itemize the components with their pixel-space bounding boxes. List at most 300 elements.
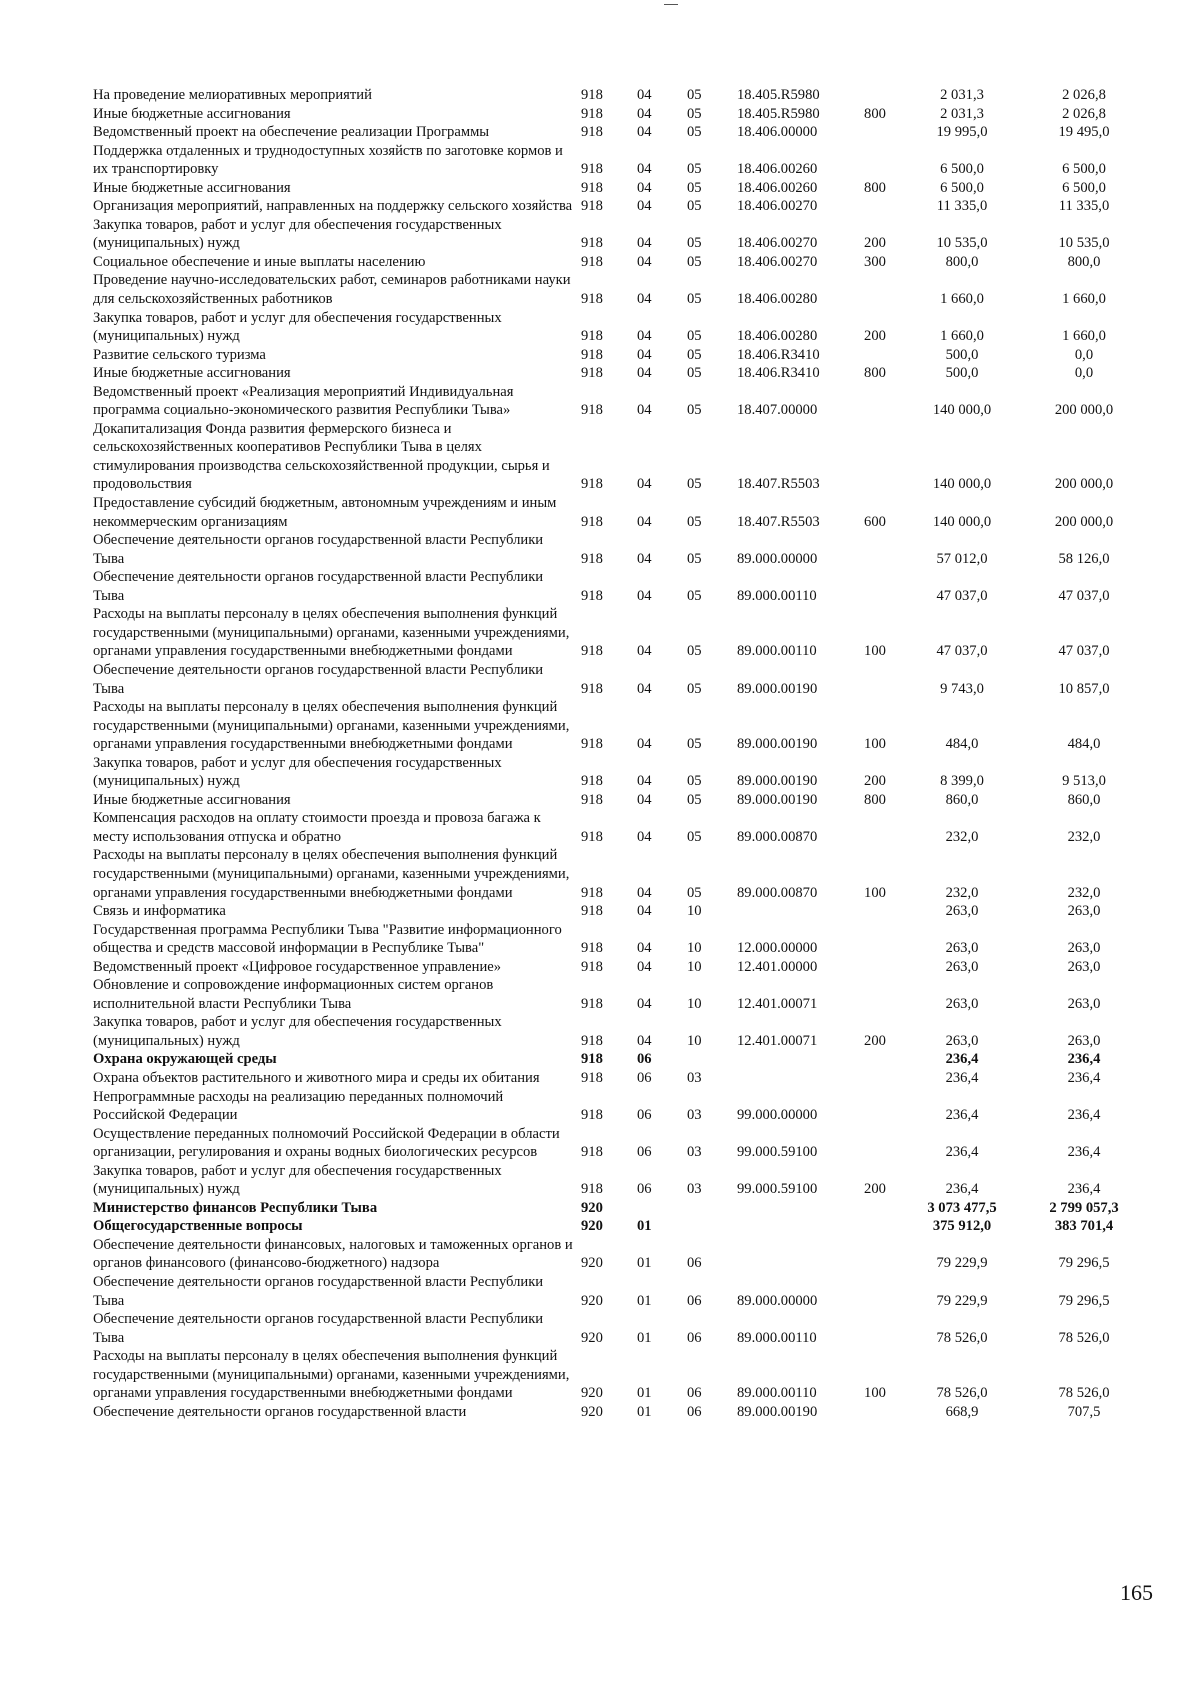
target-article-code: 89.000.00000 [737, 550, 818, 567]
table-row [93, 253, 1143, 272]
row-name: Осуществление переданных полномочий Российской Федерации в области организации, регулирования и охраны водных биологических ресурсов [93, 1125, 560, 1161]
section-code: 04 [637, 587, 652, 604]
grbs-code: 918 [581, 328, 603, 345]
subsection-code: 05 [687, 643, 702, 660]
expense-type-code [851, 1236, 899, 1273]
subsection-code: 05 [687, 105, 702, 122]
target-article-code: 89.000.00000 [737, 1292, 818, 1309]
amount-year-1: 2 031,3 [940, 87, 984, 103]
amount-year-1: 10 535,0 [936, 235, 988, 252]
section-code: 01 [637, 1218, 652, 1235]
section-code: 01 [637, 1255, 652, 1272]
table-row [93, 1236, 1143, 1273]
amount-year-1: 11 335,0 [936, 198, 988, 215]
expense-type-code [851, 142, 899, 179]
section-code: 06 [637, 1181, 652, 1198]
target-article-code: 12.000.00000 [737, 940, 818, 957]
table-row [93, 383, 1143, 420]
row-name: Ведомственный проект на обеспечение реализации Программы [93, 124, 490, 141]
expense-type-code [851, 809, 899, 846]
table-row [93, 1050, 1143, 1069]
row-name: Иные бюджетные ассигнования [93, 179, 291, 196]
grbs-code: 918 [581, 1051, 603, 1068]
expense-type-code: 100 [864, 643, 886, 660]
subsection-code: 05 [687, 773, 702, 790]
expense-type-code [851, 1088, 899, 1125]
expense-type-code: 200 [864, 1032, 886, 1049]
table-row [93, 197, 1143, 216]
amount-year-1: 236,4 [945, 1181, 979, 1198]
section-code: 04 [637, 643, 652, 660]
subsection-code: 10 [687, 903, 702, 920]
amount-year-1: 232,0 [945, 828, 979, 845]
subsection-code: 05 [687, 161, 702, 178]
row-name: Ведомственный проект «Реализация мероприятий Индивидуальная программа социально-экономического развития Республики Тыва» [93, 383, 514, 419]
grbs-code: 918 [581, 476, 603, 493]
grbs-code: 918 [581, 828, 603, 845]
grbs-code: 920 [581, 1255, 603, 1272]
expense-type-code [851, 568, 899, 605]
section-code: 04 [637, 736, 652, 753]
grbs-code: 918 [581, 365, 603, 382]
section-code: 06 [637, 1144, 652, 1161]
grbs-code: 918 [581, 235, 603, 252]
grbs-code: 918 [581, 773, 603, 790]
amount-year-2: 232,0 [1067, 884, 1101, 901]
amount-year-2: 383 701,4 [1054, 1218, 1114, 1235]
subsection-code: 05 [687, 550, 702, 567]
grbs-code: 918 [581, 291, 603, 308]
table-row [93, 1199, 1143, 1218]
grbs-code: 918 [581, 587, 603, 604]
expense-type-code [851, 902, 899, 921]
grbs-code: 918 [581, 903, 603, 920]
row-name: Государственная программа Республики Тыва "Развитие информационного общества и средств массовой информации в Республике Тыва" [93, 921, 562, 957]
amount-year-1: 860,0 [945, 791, 979, 808]
amount-year-2: 78 526,0 [1058, 1385, 1110, 1402]
target-article-code: 89.000.00110 [737, 1385, 817, 1402]
table-row [93, 86, 1143, 105]
subsection-code: 03 [687, 1144, 702, 1161]
subsection-code: 06 [687, 1403, 702, 1420]
section-code: 04 [637, 87, 652, 103]
amount-year-2: 236,4 [1067, 1051, 1101, 1068]
row-name: Непрограммные расходы на реализацию переданных полномочий Российской Федерации [93, 1088, 504, 1124]
amount-year-2: 9 513,0 [1062, 773, 1106, 790]
grbs-code: 918 [581, 550, 603, 567]
row-name: Обновление и сопровождение информационных систем органов исполнительной власти Республики Тыва [93, 977, 494, 1012]
row-name: Обеспечение деятельности органов государственной власти Республики Тыва [93, 569, 544, 604]
subsection-code: 05 [687, 791, 702, 808]
grbs-code: 920 [581, 1218, 603, 1235]
section-code: 06 [637, 1069, 652, 1086]
target-article-code [733, 1217, 851, 1236]
row-name: На проведение мелиоративных мероприятий [93, 87, 372, 103]
target-article-code: 18.406.R3410 [737, 346, 820, 363]
table-row [93, 216, 1143, 253]
amount-year-2: 6 500,0 [1062, 179, 1106, 196]
amount-year-1: 668,9 [945, 1403, 979, 1420]
subsection-code: 05 [687, 124, 702, 141]
amount-year-1: 19 995,0 [936, 124, 988, 141]
expense-type-code [851, 346, 899, 365]
amount-year-2: 2 026,8 [1062, 105, 1106, 122]
amount-year-2: 10 857,0 [1058, 680, 1110, 697]
amount-year-2: 236,4 [1067, 1181, 1101, 1198]
target-article-code: 18.407.R5503 [737, 513, 820, 530]
row-name: Предоставление субсидий бюджетным, автономным учреждениям и иным некоммерческим организациям [93, 495, 557, 530]
target-article-code: 12.401.00071 [737, 1032, 818, 1049]
row-name: Расходы на выплаты персоналу в целях обеспечения выполнения функций государственными (муниципальными) органами, казенными учреждениями, органами управления государственными внебюджетными фондами [93, 606, 570, 660]
amount-year-2: 10 535,0 [1058, 235, 1110, 252]
amount-year-2: 78 526,0 [1058, 1329, 1110, 1346]
section-code: 04 [637, 253, 652, 270]
grbs-code: 918 [581, 1144, 603, 1161]
target-article-code: 18.406.R3410 [737, 365, 820, 382]
amount-year-2: 79 296,5 [1058, 1255, 1110, 1272]
expense-type-code: 800 [864, 105, 886, 122]
amount-year-2: 263,0 [1067, 940, 1101, 957]
section-code: 04 [637, 291, 652, 308]
amount-year-1: 6 500,0 [940, 179, 984, 196]
target-article-code: 99.000.59100 [737, 1181, 818, 1198]
subsection-code: 06 [687, 1329, 702, 1346]
subsection-code: 05 [687, 291, 702, 308]
section-code: 04 [637, 105, 652, 122]
table-row [93, 420, 1143, 494]
subsection-code: 05 [687, 346, 702, 363]
section-code: 04 [637, 1032, 652, 1049]
target-article-code: 89.000.00110 [737, 643, 817, 660]
expense-type-code [851, 921, 899, 958]
target-article-code: 99.000.59100 [737, 1144, 818, 1161]
section-code: 04 [637, 161, 652, 178]
amount-year-1: 236,4 [945, 1144, 979, 1161]
target-article-code: 89.000.00870 [737, 884, 818, 901]
target-article-code: 18.406.00260 [737, 161, 818, 178]
amount-year-2: 1 660,0 [1062, 291, 1106, 308]
amount-year-1: 1 660,0 [940, 328, 984, 345]
table-row [93, 494, 1143, 531]
subsection-code: 05 [687, 680, 702, 697]
grbs-code: 918 [581, 179, 603, 196]
amount-year-1: 1 660,0 [940, 291, 984, 308]
expense-type-code [851, 1069, 899, 1088]
section-code: 04 [637, 402, 652, 419]
target-article-code: 89.000.00190 [737, 680, 818, 697]
amount-year-2: 236,4 [1067, 1069, 1101, 1086]
row-name: Охрана окружающей среды [93, 1051, 277, 1068]
row-name: Социальное обеспечение и иные выплаты населению [93, 253, 426, 270]
amount-year-1: 78 526,0 [936, 1329, 988, 1346]
amount-year-1: 3 073 477,5 [927, 1199, 997, 1216]
amount-year-2: 2 026,8 [1062, 87, 1106, 103]
target-article-code: 12.401.00071 [737, 995, 818, 1012]
section-code: 04 [637, 791, 652, 808]
table-row [93, 123, 1143, 142]
amount-year-2: 0,0 [1074, 365, 1094, 382]
page-number: 165 [1120, 1580, 1153, 1605]
subsection-code: 10 [687, 958, 702, 975]
table-row [93, 698, 1143, 754]
section-code: 04 [637, 884, 652, 901]
grbs-code: 920 [581, 1329, 603, 1346]
amount-year-1: 57 012,0 [936, 550, 988, 567]
amount-year-2: 707,5 [1067, 1403, 1101, 1420]
section-code: 04 [637, 958, 652, 975]
row-name: Обеспечение деятельности органов государственной власти Республики Тыва [93, 1311, 544, 1346]
subsection-code: 03 [687, 1181, 702, 1198]
expense-type-code [851, 420, 899, 494]
amount-year-2: 11 335,0 [1058, 198, 1110, 215]
target-article-code: 18.406.00000 [737, 124, 818, 141]
table-row [93, 809, 1143, 846]
grbs-code: 918 [581, 513, 603, 530]
subsection-code: 06 [687, 1255, 702, 1272]
grbs-code: 918 [581, 253, 603, 270]
amount-year-2: 2 799 057,3 [1049, 1199, 1119, 1216]
row-name: Закупка товаров, работ и услуг для обеспечения государственных (муниципальных) нужд [93, 1014, 502, 1049]
expense-type-code [851, 1217, 899, 1236]
amount-year-1: 232,0 [945, 884, 979, 901]
section-code: 04 [637, 773, 652, 790]
target-article-code: 89.000.00190 [737, 791, 818, 808]
section-code: 04 [637, 995, 652, 1012]
row-name: Охрана объектов растительного и животного мира и среды их обитания [93, 1069, 540, 1086]
subsection-code: 05 [687, 253, 702, 270]
section-code: 01 [637, 1292, 652, 1309]
target-article-code [733, 1069, 851, 1088]
row-name: Обеспечение деятельности органов государственной власти Республики Тыва [93, 661, 544, 697]
grbs-code: 920 [581, 1292, 603, 1309]
row-name: Компенсация расходов на оплату стоимости проезда и провоза багажа к месту использования отпуска и обратно [93, 810, 541, 845]
expense-type-code [851, 1125, 899, 1162]
grbs-code: 918 [581, 346, 603, 363]
row-name: Развитие сельского туризма [93, 346, 266, 363]
section-code: 04 [637, 513, 652, 530]
row-name: Иные бюджетные ассигнования [93, 105, 291, 122]
expense-type-code: 300 [864, 253, 886, 270]
table-row [93, 605, 1143, 661]
target-article-code: 18.406.00280 [737, 328, 818, 345]
target-article-code: 89.000.00110 [737, 1329, 817, 1346]
table-row [93, 568, 1143, 605]
budget-rows [93, 86, 1143, 1421]
row-name: Иные бюджетные ассигнования [93, 791, 291, 808]
amount-year-2: 200 000,0 [1054, 402, 1114, 419]
table-row [93, 1088, 1143, 1125]
target-article-code: 12.401.00000 [737, 958, 818, 975]
amount-year-2: 200 000,0 [1054, 476, 1114, 493]
expense-type-code: 200 [864, 773, 886, 790]
grbs-code: 918 [581, 643, 603, 660]
row-name: Министерство финансов Республики Тыва [93, 1199, 378, 1216]
grbs-code: 918 [581, 791, 603, 808]
expense-type-code [851, 1199, 899, 1218]
grbs-code: 918 [581, 402, 603, 419]
grbs-code: 920 [581, 1403, 603, 1420]
row-name: Организация мероприятий, направленных на поддержку сельского хозяйства [93, 198, 573, 215]
section-code: 01 [637, 1329, 652, 1346]
subsection-code [683, 1199, 733, 1218]
section-code [633, 1199, 683, 1218]
table-row [93, 309, 1143, 346]
row-name: Связь и информатика [93, 903, 226, 920]
subsection-code: 05 [687, 365, 702, 382]
target-article-code: 18.406.00270 [737, 198, 818, 215]
expense-type-code [851, 383, 899, 420]
row-name: Закупка товаров, работ и услуг для обеспечения государственных (муниципальных) нужд [93, 1162, 502, 1198]
subsection-code [683, 1050, 733, 1069]
grbs-code: 918 [581, 958, 603, 975]
row-name: Обеспечение деятельности органов государственной власти Республики Тыва [93, 1274, 544, 1309]
amount-year-2: 47 037,0 [1058, 643, 1110, 660]
target-article-code: 18.405.R5980 [737, 87, 820, 103]
grbs-code: 918 [581, 680, 603, 697]
section-code: 04 [637, 476, 652, 493]
table-row [93, 1125, 1143, 1162]
amount-year-1: 2 031,3 [940, 105, 984, 122]
table-row [93, 846, 1143, 902]
grbs-code: 918 [581, 105, 603, 122]
grbs-code: 918 [581, 1032, 603, 1049]
subsection-code: 05 [687, 328, 702, 345]
target-article-code: 18.407.00000 [737, 402, 818, 419]
scan-mark [664, 4, 678, 5]
amount-year-2: 263,0 [1067, 995, 1101, 1012]
table-row [93, 1069, 1143, 1088]
amount-year-1: 140 000,0 [932, 513, 992, 530]
expense-type-code [851, 531, 899, 568]
expense-type-code: 800 [864, 791, 886, 808]
amount-year-1: 500,0 [945, 346, 979, 363]
subsection-code: 05 [687, 235, 702, 252]
amount-year-2: 860,0 [1067, 791, 1101, 808]
row-name: Ведомственный проект «Цифровое государственное управление» [93, 958, 502, 975]
section-code: 04 [637, 365, 652, 382]
amount-year-2: 19 495,0 [1058, 124, 1110, 141]
table-row [93, 921, 1143, 958]
subsection-code: 10 [687, 1032, 702, 1049]
amount-year-2: 263,0 [1067, 903, 1101, 920]
section-code: 06 [637, 1051, 652, 1068]
section-code: 01 [637, 1403, 652, 1420]
amount-year-1: 47 037,0 [936, 587, 988, 604]
table-row [93, 1013, 1143, 1050]
expense-type-code: 800 [864, 365, 886, 382]
expense-type-code [851, 86, 899, 105]
expense-type-code [851, 197, 899, 216]
subsection-code: 05 [687, 87, 702, 103]
target-article-code: 89.000.00190 [737, 1403, 818, 1420]
table-row [93, 531, 1143, 568]
grbs-code: 918 [581, 1069, 603, 1086]
expense-type-code: 600 [864, 513, 886, 530]
target-article-code [733, 1236, 851, 1273]
grbs-code: 918 [581, 198, 603, 215]
target-article-code [733, 902, 851, 921]
section-code: 04 [637, 328, 652, 345]
subsection-code: 06 [687, 1292, 702, 1309]
table-row [93, 791, 1143, 810]
grbs-code: 918 [581, 161, 603, 178]
section-code: 04 [637, 940, 652, 957]
grbs-code: 918 [581, 124, 603, 141]
subsection-code: 05 [687, 513, 702, 530]
row-name: Закупка товаров, работ и услуг для обеспечения государственных (муниципальных) нужд [93, 754, 502, 790]
amount-year-2: 236,4 [1067, 1107, 1101, 1124]
grbs-code: 918 [581, 1181, 603, 1198]
amount-year-2: 232,0 [1067, 828, 1101, 845]
target-article-code: 18.406.00260 [737, 179, 818, 196]
table-row [93, 902, 1143, 921]
expense-type-code [851, 123, 899, 142]
expense-type-code [851, 661, 899, 698]
table-row [93, 958, 1143, 977]
table-row [93, 364, 1143, 383]
target-article-code: 89.000.00870 [737, 828, 818, 845]
amount-year-1: 47 037,0 [936, 643, 988, 660]
amount-year-1: 236,4 [945, 1069, 979, 1086]
section-code: 01 [637, 1385, 652, 1402]
amount-year-1: 484,0 [945, 736, 979, 753]
grbs-code: 918 [581, 736, 603, 753]
subsection-code: 05 [687, 402, 702, 419]
amount-year-2: 200 000,0 [1054, 513, 1114, 530]
target-article-code [733, 1050, 851, 1069]
amount-year-1: 140 000,0 [932, 476, 992, 493]
expense-type-code [851, 1050, 899, 1069]
expense-type-code [851, 958, 899, 977]
row-name: Общегосударственные вопросы [93, 1218, 303, 1235]
amount-year-1: 9 743,0 [940, 680, 984, 697]
amount-year-2: 47 037,0 [1058, 587, 1110, 604]
grbs-code: 918 [581, 940, 603, 957]
expense-type-code: 200 [864, 235, 886, 252]
section-code: 04 [637, 680, 652, 697]
table-row [93, 1347, 1143, 1403]
expense-type-code: 100 [864, 736, 886, 753]
table-row [93, 754, 1143, 791]
row-name: Проведение научно-исследовательских работ, семинаров работниками науки для сельскохозяйственных работников [93, 272, 571, 308]
amount-year-1: 140 000,0 [932, 402, 992, 419]
subsection-code: 05 [687, 828, 702, 845]
expense-type-code: 200 [864, 328, 886, 345]
row-name: Расходы на выплаты персоналу в целях обеспечения выполнения функций государственными (муниципальными) органами, казенными учреждениями, органами управления государственными внебюджетными фондами [93, 847, 570, 901]
amount-year-2: 484,0 [1067, 736, 1101, 753]
subsection-code: 03 [687, 1069, 702, 1086]
table-row [93, 1162, 1143, 1199]
target-article-code: 18.407.R5503 [737, 476, 820, 493]
row-name: Обеспечение деятельности финансовых, налоговых и таможенных органов и органов финансового (финансово-бюджетного) надзора [93, 1236, 573, 1272]
amount-year-2: 58 126,0 [1058, 550, 1110, 567]
table-row [93, 661, 1143, 698]
grbs-code: 918 [581, 884, 603, 901]
section-code: 04 [637, 550, 652, 567]
table-row [93, 976, 1143, 1013]
section-code: 06 [637, 1107, 652, 1124]
row-name: Поддержка отдаленных и труднодоступных хозяйств по заготовке кормов и их транспортировку [93, 142, 563, 178]
subsection-code: 05 [687, 884, 702, 901]
subsection-code: 05 [687, 476, 702, 493]
amount-year-1: 800,0 [945, 253, 979, 270]
grbs-code: 918 [581, 1107, 603, 1124]
expense-type-code [851, 271, 899, 308]
row-name: Иные бюджетные ассигнования [93, 365, 291, 382]
table-row [93, 1310, 1143, 1347]
amount-year-1: 263,0 [945, 940, 979, 957]
row-name: Закупка товаров, работ и услуг для обеспечения государственных (муниципальных) нужд [93, 309, 502, 345]
